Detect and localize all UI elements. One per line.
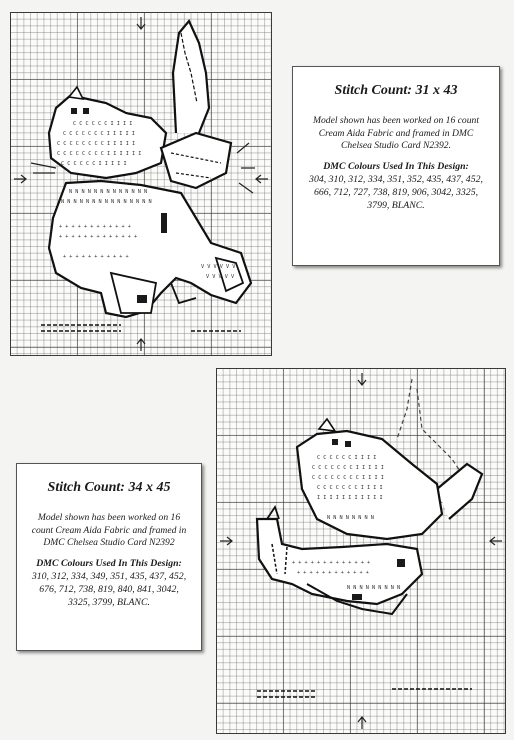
svg-text:C C C C C C I I I I: C C C C C C I I I I	[317, 455, 377, 461]
svg-text:C C C C C C C C I I I I I: C C C C C C C C I I I I I	[57, 141, 136, 147]
svg-text:+ + + + + + + + + + +: + + + + + + + + + + +	[63, 254, 129, 260]
svg-text:+ + + + + + + + + + + +: + + + + + + + + + + + +	[297, 570, 369, 576]
stitch-count-title: Stitch Count: 31 x 43	[334, 83, 458, 98]
colours-list: 304, 310, 312, 334, 351, 352, 435, 437, 452, 666, 712, 727, 738, 819, 906, 3042, 3325, 3799, BLANC.	[309, 173, 483, 212]
stitch-info-box-design-1	[292, 66, 500, 266]
stitch-info-box-design-2	[16, 463, 202, 651]
svg-text:C C C C C C C I I I I: C C C C C C C I I I I	[317, 485, 383, 491]
svg-text:C C C C C C C C I I I I I I: C C C C C C C C I I I I I I	[57, 151, 142, 157]
svg-text:N N N N N N N N: N N N N N N N N	[327, 515, 374, 521]
svg-text:N N N N N N N N N N N N N: N N N N N N N N N N N N N	[69, 189, 148, 195]
stitch-count-title: Stitch Count: 34 x 45	[47, 480, 171, 495]
svg-text:N N N N N N N N N N N N N N N: N N N N N N N N N N N N N N N	[61, 199, 152, 205]
svg-text:C C C C C C C I I I I I: C C C C C C C I I I I I	[312, 465, 384, 471]
cross-stitch-chart-cat-curled	[216, 368, 506, 734]
svg-text:C C C C C C I I I I: C C C C C C I I I I	[73, 121, 133, 127]
model-description: Model shown has been worked on 16 count Cream Aida Fabric and framed in DMC Chelsea Studio Card N2392	[31, 512, 187, 549]
colours-list: 310, 312, 334, 349, 351, 435, 437, 452, 676, 712, 738, 819, 840, 841, 3042, 3325, 3799, BLANC.	[31, 570, 187, 609]
svg-text:+ + + + + + + + + + + +: + + + + + + + + + + + +	[59, 224, 131, 230]
svg-text:N N N N N N N N N: N N N N N N N N N	[347, 585, 401, 591]
svg-text:V V V V V: V V V V V	[206, 274, 235, 280]
svg-text:+ + + + + + + + + + + + +: + + + + + + + + + + + + +	[59, 234, 138, 240]
chart-pattern-graphic	[11, 13, 271, 355]
svg-text:C C C C C C C I I I I I: C C C C C C C I I I I I	[63, 131, 135, 137]
svg-text:+ + + + + + + + + + + + +: + + + + + + + + + + + + +	[292, 560, 371, 566]
chart-pattern-graphic	[217, 369, 505, 733]
svg-text:V V V V V V: V V V V V V	[201, 264, 236, 270]
svg-text:C C C C C C C C I I I I: C C C C C C C C I I I I	[312, 475, 384, 481]
cross-stitch-chart-cat-bow	[10, 12, 272, 356]
colours-heading: DMC Colours Used In This Design:	[323, 160, 469, 172]
colours-heading: DMC Colours Used In This Design:	[36, 557, 182, 569]
svg-text:I I I I I I I I I I I: I I I I I I I I I I I	[317, 495, 383, 501]
model-description: Model shown has been worked on 16 count Cream Aida Fabric and framed in DMC Chelsea Studio Card N2392.	[312, 115, 479, 152]
svg-text:C C C C C C I I I I I: C C C C C C I I I I I	[61, 161, 127, 167]
